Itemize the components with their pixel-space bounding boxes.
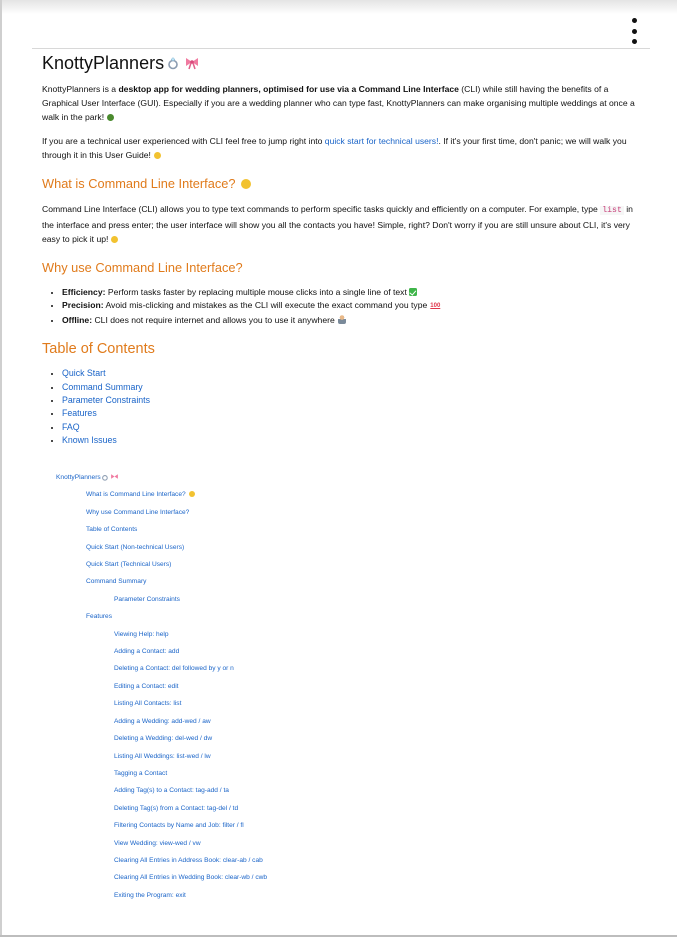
why-item-text: CLI does not require internet and allows you to use it anywhere xyxy=(92,314,335,325)
outline-subitem xyxy=(56,852,616,869)
cli-heading xyxy=(42,176,642,192)
outline-subitem xyxy=(56,817,616,834)
outline-subitem xyxy=(56,591,616,608)
doc-title xyxy=(42,52,642,74)
outline-link[interactable]: View Wedding: view-wed / vw xyxy=(114,839,201,847)
outline-link[interactable]: Clearing All Entries in Wedding Book: clear-wb / cwb xyxy=(114,874,268,882)
outline-root xyxy=(56,469,616,486)
outline-link[interactable]: Parameter Constraints xyxy=(114,595,180,603)
outline-link[interactable]: Editing a Contact: edit xyxy=(114,682,179,690)
outline-subitem xyxy=(56,713,616,730)
cli-text: in the interface and press enter; the user interface will show you all the contacts you have! Simple, right? Don't worry if you are still unsure about CLI, it's very easy to pick it up! xyxy=(42,204,633,244)
outline-item xyxy=(56,556,616,573)
why-item-label: Precision: xyxy=(62,300,104,311)
toc-link-faq[interactable]: FAQ xyxy=(62,421,80,432)
why-item-precision xyxy=(62,299,642,313)
outline-link-root[interactable]: KnottyPlanners xyxy=(56,474,101,481)
cli-text: Command Line Interface (CLI) allows you to type text commands to perform specific tasks quickly and efficiently on a computer. For example, type xyxy=(42,204,601,214)
outline-navigation xyxy=(56,469,616,904)
why-item-text: Avoid mis-clicking and mistakes as the CLI will execute the exact command you type xyxy=(103,300,428,311)
outline-subitem xyxy=(56,695,616,712)
toc-item xyxy=(62,381,642,394)
outline-subitem xyxy=(56,660,616,677)
outline-item xyxy=(56,539,616,556)
list-code: list xyxy=(602,206,622,215)
toc-heading xyxy=(42,341,642,357)
toc-item xyxy=(62,367,642,380)
ring-icon xyxy=(101,473,110,481)
outline-subitem xyxy=(56,643,616,660)
why-heading xyxy=(42,260,642,276)
toc-heading-text: Table of Contents xyxy=(42,341,155,358)
outline-subitem xyxy=(56,887,616,904)
why-list xyxy=(42,286,642,327)
thinking-icon xyxy=(241,179,251,189)
cli-heading-text: What is Command Line Interface? xyxy=(42,176,236,191)
more-vert-dot xyxy=(632,29,637,34)
quick-start-technical-link[interactable]: quick start for technical users! xyxy=(324,136,439,146)
toc-item xyxy=(62,394,642,407)
toc-item xyxy=(62,407,642,420)
tree-icon xyxy=(107,114,114,121)
thinking-icon xyxy=(189,491,195,497)
cli-paragraph xyxy=(42,202,642,246)
hundred-icon: 100 xyxy=(430,303,441,310)
ribbon-icon xyxy=(110,473,119,481)
why-item-label: Offline: xyxy=(62,314,93,325)
outline-link[interactable]: Table of Contents xyxy=(86,526,138,534)
toc-link-known-issues[interactable]: Known Issues xyxy=(62,435,117,446)
outline-subitem xyxy=(56,869,616,886)
why-item-label: Efficiency: xyxy=(62,287,106,297)
doc-title-text: KnottyPlanners xyxy=(42,53,165,73)
outline-item xyxy=(56,573,616,590)
intro-text: KnottyPlanners is a xyxy=(42,84,119,94)
why-heading-text: Why use Command Line Interface? xyxy=(42,260,243,275)
outline-subitem xyxy=(56,626,616,643)
outline-subitem xyxy=(56,782,616,799)
outline-item xyxy=(56,608,616,625)
more-vert-icon xyxy=(632,18,637,23)
document-page xyxy=(32,48,650,456)
intro-paragraph-1 xyxy=(42,82,642,124)
outline-link[interactable]: Listing All Contacts: list xyxy=(114,700,182,708)
outline-link[interactable]: Quick Start (Non-technical Users) xyxy=(86,543,185,551)
toc-link-features[interactable]: Features xyxy=(62,408,97,419)
smile-icon xyxy=(154,152,161,159)
person-icon xyxy=(338,315,346,324)
window-left-edge xyxy=(0,0,2,937)
outline-subitem xyxy=(56,730,616,747)
outline-item xyxy=(56,521,616,538)
outline-link[interactable]: Adding a Contact: add xyxy=(114,648,180,656)
outline-subitem xyxy=(56,678,616,695)
outline-subitem xyxy=(56,800,616,817)
outline-link[interactable]: Tagging a Contact xyxy=(114,769,168,777)
outline-link[interactable]: Features xyxy=(86,613,113,621)
outline-item xyxy=(56,486,616,503)
outline-subitem xyxy=(56,835,616,852)
window-top-edge xyxy=(0,0,677,14)
why-item-efficiency xyxy=(62,286,642,299)
outline-link[interactable]: Listing All Weddings: list-wed / lw xyxy=(114,752,211,760)
outline-item xyxy=(56,504,616,521)
outline-subitem xyxy=(56,765,616,782)
ring-icon xyxy=(167,56,181,70)
outline-link[interactable]: Deleting a Wedding: del-wed / dw xyxy=(114,735,213,743)
outline-link[interactable]: Adding Tag(s) to a Contact: tag-add / ta xyxy=(114,787,229,795)
outline-link[interactable]: Deleting a Contact: del followed by y or n xyxy=(114,665,234,673)
toc-link-parameter-constraints[interactable]: Parameter Constraints xyxy=(62,395,151,406)
toc-list xyxy=(42,367,642,447)
intro-paragraph-2 xyxy=(42,134,642,162)
intro-text: (CLI) while still having the benefits of a Graphical User Interface (GUI). Especially if you are a wedding planner who can type fast, KnottyPlanners can make organising multiple weddings at once a walk in the park! xyxy=(42,84,635,122)
toc-item xyxy=(62,434,642,447)
toc-link-quick-start[interactable]: Quick Start xyxy=(62,368,106,379)
more-options-button[interactable] xyxy=(624,18,644,44)
intro-text: . If it's your first time, don't panic; we will walk you through it in this User Guide! xyxy=(42,136,627,160)
outline-link[interactable]: Why use Command Line Interface? xyxy=(86,508,190,516)
outline-link[interactable]: Exiting the Program: exit xyxy=(114,891,186,899)
outline-link[interactable]: Clearing All Entries in Address Book: clear-ab / cab xyxy=(114,856,263,864)
check-icon xyxy=(409,288,417,296)
outline-subitem xyxy=(56,748,616,765)
outline-link[interactable]: Filtering Contacts by Name and Job: filter / fl xyxy=(114,822,244,830)
why-item-text: Perform tasks faster by replacing multiple mouse clicks into a single line of text xyxy=(105,287,407,297)
toc-item xyxy=(62,421,642,434)
outline-link[interactable]: What is Command Line Interface? xyxy=(86,491,186,499)
outline-link[interactable]: Command Summary xyxy=(86,578,147,586)
intro-text: If you are a technical user experienced with CLI feel free to jump right into xyxy=(42,136,325,146)
smile-icon xyxy=(111,236,118,243)
why-item-offline xyxy=(62,314,642,327)
ribbon-icon xyxy=(184,56,200,70)
toc-link-command-summary[interactable]: Command Summary xyxy=(62,381,143,392)
outline-link[interactable]: Viewing Help: help xyxy=(114,630,169,638)
more-vert-dot xyxy=(632,39,637,44)
intro-bold-text: desktop app for wedding planners, optimised for use via a Command Line Interface xyxy=(118,84,459,94)
outline-link[interactable]: Quick Start (Technical Users) xyxy=(86,561,172,569)
outline-link[interactable]: Adding a Wedding: add-wed / aw xyxy=(114,717,211,725)
outline-link[interactable]: Deleting Tag(s) from a Contact: tag-del / td xyxy=(114,804,239,812)
